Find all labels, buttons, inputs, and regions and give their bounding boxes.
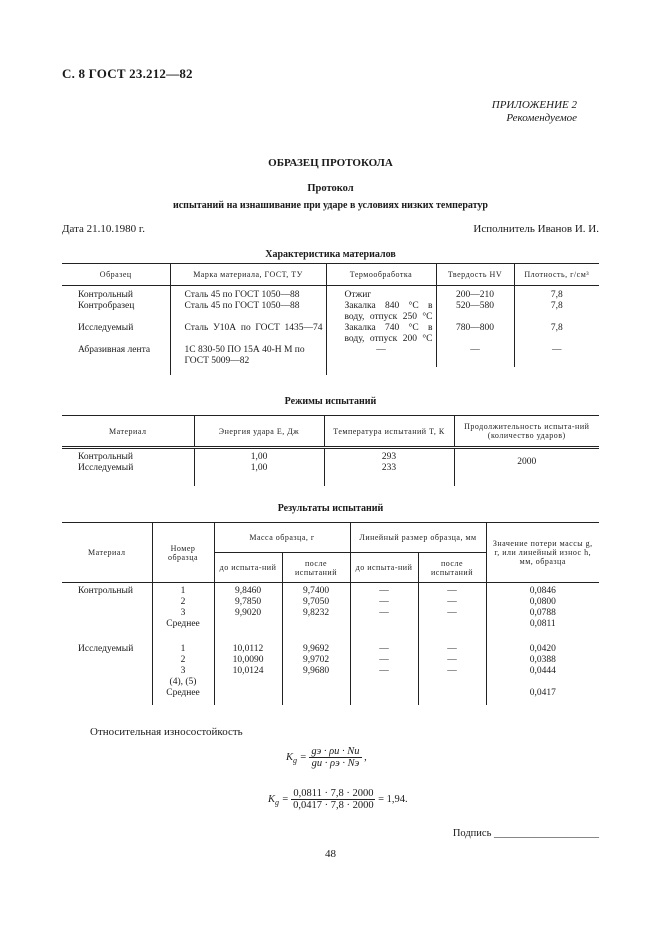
materials-header-hardness: Твердость HV — [436, 264, 514, 286]
materials-cell: Исследуемый — [78, 322, 134, 333]
modes-cell: 1,00 — [194, 463, 324, 474]
table-row — [62, 290, 599, 301]
modes-section-title: Режимы испытаний — [284, 396, 377, 407]
results-cell: 9,9680 — [282, 666, 350, 677]
table-row — [62, 597, 599, 608]
materials-cell: 200—210 — [436, 290, 514, 301]
materials-table — [62, 263, 599, 375]
results-cell — [486, 677, 599, 688]
table-row — [62, 666, 599, 677]
protocol-date: Дата 21.10.1980 г. — [62, 223, 145, 235]
results-cell: 2 — [152, 655, 214, 666]
results-cell: 10,0090 — [214, 655, 282, 666]
modes-header-duration: Продолжительность испыта-ний (количество ударов) — [454, 416, 599, 448]
appendix-label: ПРИЛОЖЕНИЕ 2 — [491, 99, 577, 111]
modes-cell: 1,00 — [194, 452, 324, 463]
results-cell — [418, 619, 486, 630]
calc-result: = 1,94. — [378, 793, 408, 805]
protocol-title: Протокол — [307, 183, 354, 194]
results-cell — [282, 688, 350, 699]
modes-duration-cell: 2000 — [454, 452, 599, 474]
results-header-linear-before: до испыта-ний — [350, 553, 418, 583]
appendix-block — [492, 99, 577, 125]
appendix-note: Рекомендуемое — [506, 112, 577, 124]
signature-line: Подпись ____________________ — [452, 828, 599, 839]
materials-cell: 7,8 — [514, 290, 599, 301]
modes-cell: 293 — [324, 452, 454, 463]
table-row — [62, 619, 599, 630]
modes-cell: 233 — [324, 463, 454, 474]
results-cell: 2 — [152, 597, 214, 608]
materials-cell: Сталь 45 по ГОСТ 1050—88 — [170, 290, 326, 301]
materials-cell: Отжиг — [326, 290, 436, 301]
materials-cell: Сталь У10А по ГОСТ 1435—74 — [170, 323, 326, 345]
results-cell — [418, 688, 486, 699]
results-header-sample-no: Номер образца — [152, 523, 214, 583]
materials-header-treatment: Термообработка — [326, 264, 436, 286]
results-cell: 0,0811 — [486, 619, 599, 630]
results-cell: 1 — [152, 586, 214, 597]
results-cell: 9,9692 — [282, 644, 350, 655]
results-cell: 0,0420 — [486, 644, 599, 655]
wear-resistance-label: Относительная износостойкость — [90, 726, 243, 738]
results-header-mass-before: до испыта-ний — [214, 553, 282, 583]
general-fraction — [309, 746, 361, 769]
page-number: 48 — [325, 848, 336, 860]
formula-lhs: K — [286, 751, 294, 763]
materials-cell: 520—580 — [436, 301, 514, 323]
results-cell: — — [418, 655, 486, 666]
document-header: С. 8 ГОСТ 23.212—82 — [62, 66, 193, 81]
materials-cell: 7,8 — [514, 301, 599, 323]
results-header-loss: Значение потери массы g, г, или линейный износ h, мм, образца — [486, 523, 599, 583]
results-cell: 10,0112 — [214, 644, 282, 655]
materials-cell: — — [436, 345, 514, 367]
table-row — [62, 301, 599, 323]
results-cell: — — [350, 586, 418, 597]
modes-table — [62, 415, 599, 486]
table-row — [62, 688, 599, 699]
results-cell: — — [418, 644, 486, 655]
results-cell — [214, 619, 282, 630]
results-header-mass-after: после испытаний — [282, 553, 350, 583]
results-header-linear: Линейный размер образца, мм — [350, 523, 486, 553]
table-row — [62, 345, 599, 367]
formula-comma: , — [364, 751, 367, 763]
materials-cell: — — [326, 345, 436, 367]
results-cell — [282, 619, 350, 630]
results-table — [62, 522, 599, 705]
results-header-material: Материал — [62, 523, 152, 583]
results-cell — [418, 677, 486, 688]
results-section-title: Результаты испытаний — [277, 503, 384, 514]
materials-cell: 1С 830-50 ПО 15А 40-Н М по ГОСТ 5009—82 — [170, 345, 326, 367]
general-numerator: gэ · ρи · Nи — [311, 746, 360, 757]
results-cell: 10,0124 — [214, 666, 282, 677]
materials-cell: Контробразец — [78, 300, 135, 311]
results-cell: 3 — [152, 666, 214, 677]
results-cell — [282, 677, 350, 688]
formula-lhs-sub: g — [293, 756, 298, 765]
materials-header-density: Плотность, г/см³ — [514, 264, 599, 286]
results-cell: — — [418, 586, 486, 597]
table-row — [62, 586, 599, 597]
modes-header-temperature: Температура испытаний T, К — [324, 416, 454, 448]
table-row — [62, 655, 599, 666]
materials-cell: Закалка 840 °С в воду, отпуск 250 °С — [326, 301, 436, 323]
materials-cell: Абразивная лента — [78, 344, 151, 355]
modes-cell: Контрольный — [78, 451, 133, 462]
results-cell: — — [418, 608, 486, 619]
materials-cell: 780—800 — [436, 323, 514, 345]
modes-header-material: Материал — [109, 426, 147, 436]
results-cell: 3 — [152, 608, 214, 619]
calc-denominator: 0,0417 · 7,8 · 2000 — [293, 800, 374, 811]
table-row — [62, 608, 599, 619]
results-cell: 1 — [152, 644, 214, 655]
results-cell: Среднее — [152, 688, 214, 699]
general-formula: $K_g$ = $\frac{gэ \cdot \rho и \cdot Nи}{gи \cdot \rho э \cdot Nэ}$ , — [286, 746, 367, 769]
results-cell: — — [418, 666, 486, 677]
materials-cell: Сталь 45 по ГОСТ 1050—88 — [170, 301, 326, 323]
results-cell — [214, 688, 282, 699]
results-cell: 9,7400 — [282, 586, 350, 597]
modes-header-energy: Энергия удара E, Дж — [194, 416, 324, 448]
results-cell: — — [350, 655, 418, 666]
results-cell — [214, 677, 282, 688]
results-cell: — — [350, 597, 418, 608]
formula-lhs: K — [268, 793, 276, 805]
results-cell: Среднее — [152, 619, 214, 630]
calc-numerator: 0,0811 · 7,8 · 2000 — [293, 788, 374, 799]
materials-cell: Закалка 740 °С в воду, отпуск 200 °С — [326, 323, 436, 345]
results-cell: 9,7050 — [282, 597, 350, 608]
general-denominator: gи · ρэ · Nэ — [311, 758, 360, 769]
materials-cell: 7,8 — [514, 323, 599, 345]
results-cell: — — [350, 644, 418, 655]
results-cell: (4), (5) — [152, 677, 214, 688]
materials-header-grade: Марка материала, ГОСТ, ТУ — [170, 264, 326, 286]
results-cell: 0,0444 — [486, 666, 599, 677]
results-cell: 0,0388 — [486, 655, 599, 666]
calculated-formula: $K_g$ = $\frac{0,0811 \cdot 7,8 \cdot 2000}{0,0417 \cdot 7,8 \cdot 2000}$ = 1,94. — [268, 788, 408, 811]
results-cell: — — [350, 608, 418, 619]
results-cell: 0,0846 — [486, 586, 599, 597]
calc-fraction — [291, 788, 375, 811]
results-material: Контрольный — [78, 585, 133, 596]
modes-cell: Исследуемый — [78, 462, 134, 473]
results-cell: 0,0417 — [486, 688, 599, 699]
results-cell: 9,7850 — [214, 597, 282, 608]
materials-cell: Контрольный — [78, 289, 133, 300]
protocol-subtitle: испытаний на изнашивание при ударе в условиях низких температур — [172, 200, 488, 211]
results-cell: 9,9020 — [214, 608, 282, 619]
results-cell — [350, 619, 418, 630]
results-header-mass: Масса образца, г — [214, 523, 350, 553]
results-cell: 9,8232 — [282, 608, 350, 619]
materials-header-sample: Образец — [99, 270, 132, 279]
results-cell: 9,9702 — [282, 655, 350, 666]
materials-section-title: Характеристика материалов — [265, 249, 396, 260]
results-cell: 0,0788 — [486, 608, 599, 619]
results-cell: 9,8460 — [214, 586, 282, 597]
materials-cell: — — [514, 345, 599, 367]
formula-lhs-sub: g — [275, 798, 280, 807]
sample-title: ОБРАЗЕЦ ПРОТОКОЛА — [268, 157, 393, 169]
results-cell — [350, 688, 418, 699]
results-header-linear-after: после испытаний — [418, 553, 486, 583]
results-cell — [350, 677, 418, 688]
table-row — [62, 323, 599, 345]
table-row — [62, 644, 599, 655]
table-row — [62, 452, 599, 463]
table-row — [62, 677, 599, 688]
results-cell: — — [418, 597, 486, 608]
results-cell: 0,0800 — [486, 597, 599, 608]
results-material: Исследуемый — [78, 643, 134, 654]
protocol-executor: Исполнитель Иванов И. И. — [473, 223, 599, 235]
results-cell: — — [350, 666, 418, 677]
